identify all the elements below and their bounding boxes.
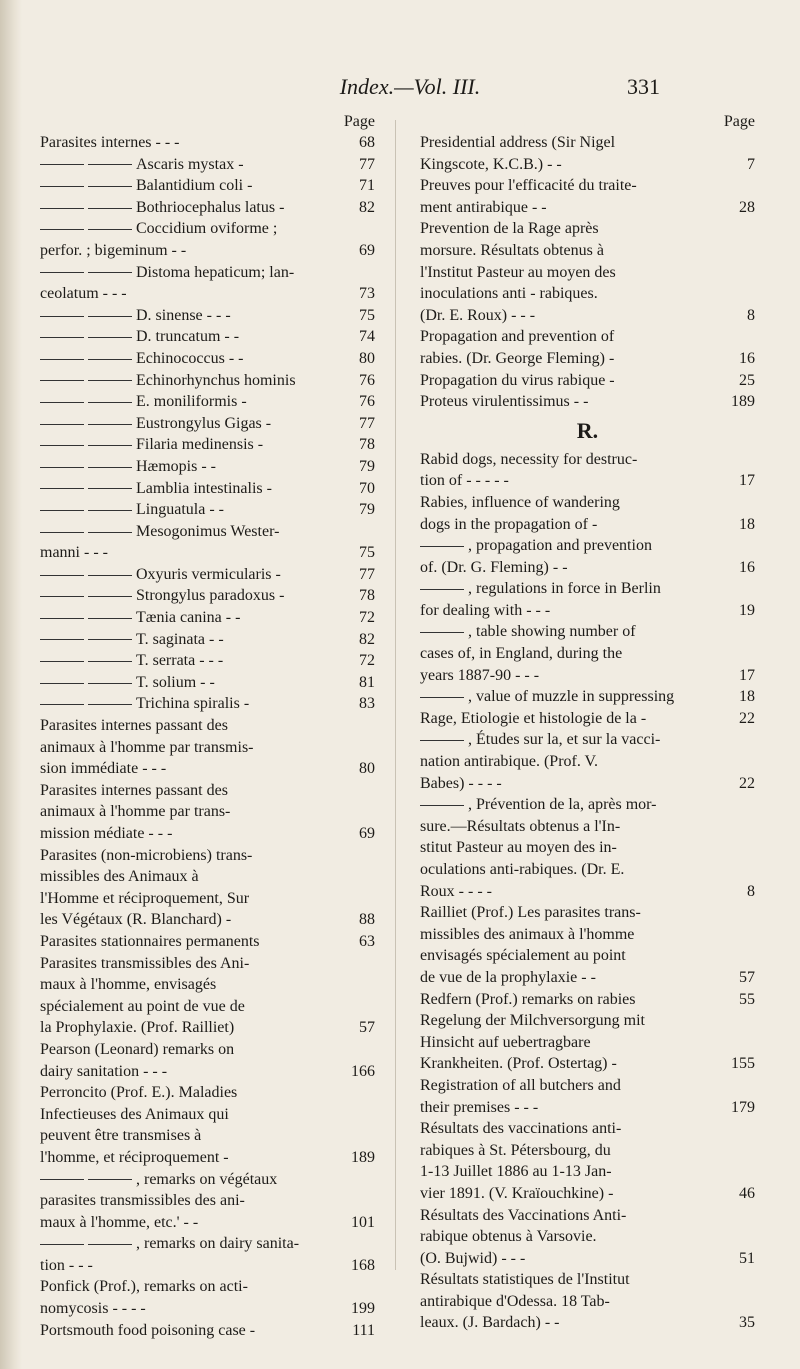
entry-text: Rage, Etiologie et histologie de la -: [420, 709, 647, 727]
entry-text: Echinococcus - -: [136, 349, 244, 367]
repeat-dash: [420, 623, 468, 640]
repeat-dash: [40, 264, 136, 281]
repeat-dash: [420, 731, 468, 748]
repeat-dash: [40, 1171, 136, 1188]
entry-text: rabique obtenus à Varsovie.: [420, 1228, 597, 1246]
entry-text: missibles des animaux à l'homme: [420, 925, 635, 943]
entry-text: Roux - - - -: [420, 882, 492, 900]
repeat-dash: [40, 480, 136, 497]
index-entry: [420, 729, 755, 794]
repeat-dash: [40, 1235, 136, 1252]
entry-page: 69: [359, 241, 375, 259]
index-entry: [420, 175, 755, 218]
entry-text: manni - - -: [40, 544, 108, 562]
entry-text: Hæmopis - -: [136, 457, 216, 475]
entry-text: maux à l'homme, etc.' - -: [40, 1213, 199, 1231]
index-entry: [420, 218, 755, 326]
column-divider: [395, 120, 396, 1270]
entry-page: 63: [359, 932, 375, 950]
entry-page: 17: [739, 666, 755, 684]
page-number: 331: [627, 74, 660, 99]
entry-text: Railliet (Prof.) Les parasites trans-: [420, 904, 641, 922]
entry-text: maux à l'homme, envisagés: [40, 976, 217, 994]
entry-page: 80: [359, 760, 375, 778]
index-entry: [40, 845, 375, 931]
entry-text: parasites transmissibles des ani-: [40, 1192, 245, 1210]
entry-page: 78: [359, 587, 375, 605]
entry-text: E. moniliformis -: [136, 393, 247, 411]
index-entry: [40, 672, 375, 694]
repeat-dash: [420, 580, 468, 597]
entry-text: oculations anti-rabiques. (Dr. E.: [420, 861, 625, 878]
entry-text: Parasites transmissibles des Ani-: [40, 954, 250, 972]
entry-page: 70: [359, 479, 375, 497]
index-entry: [40, 693, 375, 715]
entry-text: for dealing with - - -: [420, 601, 551, 619]
repeat-dash: [40, 458, 136, 475]
repeat-dash: [40, 372, 136, 389]
entry-text: T. serrata - - -: [136, 652, 224, 670]
entry-page: 76: [359, 371, 375, 389]
entry-text: D. truncatum - -: [136, 328, 240, 346]
entry-page: 83: [359, 695, 375, 713]
entry-text: Krankheiten. (Prof. Ostertag) -: [420, 1055, 617, 1073]
entry-text: , table showing number of: [468, 623, 636, 641]
index-entry: [40, 499, 375, 521]
index-entry: [40, 564, 375, 586]
entry-page: 79: [359, 457, 375, 475]
index-entry: [420, 902, 755, 988]
page-column-label: Page: [343, 113, 375, 130]
entry-text: Propagation and prevention of: [420, 328, 615, 346]
entry-text: tion of - - - - -: [420, 472, 509, 490]
entry-page: 82: [359, 198, 375, 216]
entry-text: l'Homme et réciproquement, Sur: [40, 889, 250, 907]
entry-text: nation antirabique. (Prof. V.: [420, 753, 599, 771]
entry-page: 68: [359, 134, 375, 151]
index-entry: [420, 1010, 755, 1075]
entry-text: leaux. (J. Bardach) - -: [420, 1314, 560, 1332]
repeat-dash: [40, 652, 136, 669]
entry-text: Balantidium coli -: [136, 177, 253, 195]
entry-page: 78: [359, 436, 375, 454]
entry-text: la Prophylaxie. (Prof. Railliet): [40, 1019, 235, 1037]
index-entry: [420, 391, 755, 413]
entry-text: Proteus virulentissimus - -: [420, 393, 589, 411]
repeat-dash: [420, 688, 468, 705]
entry-page: 16: [739, 558, 755, 576]
index-entry: [40, 434, 375, 456]
index-entry: [40, 1082, 375, 1168]
index-entry: [420, 794, 755, 902]
entry-page: 76: [359, 393, 375, 411]
index-entry: [40, 1320, 375, 1342]
entry-page: 101: [351, 1213, 375, 1231]
entry-page: 28: [739, 198, 755, 216]
index-entry: [420, 449, 755, 492]
entry-page: 57: [739, 968, 755, 986]
entry-text: Strongylus paradoxus -: [136, 587, 285, 605]
entry-text: Ascaris mystax -: [136, 155, 244, 173]
entry-page: 75: [359, 544, 375, 562]
entry-text: , remarks on végétaux: [136, 1170, 278, 1188]
index-entry: [40, 521, 375, 564]
entry-text: Kingscote, K.C.B.) - -: [420, 155, 562, 173]
entry-page: 82: [359, 630, 375, 648]
index-entry: [40, 953, 375, 1039]
entry-text: (O. Bujwid) - - -: [420, 1249, 526, 1267]
repeat-dash: [420, 537, 468, 554]
entry-page: 35: [739, 1314, 755, 1332]
index-entry: [40, 175, 375, 197]
entry-text: inoculations anti - rabiques.: [420, 285, 598, 303]
entry-page: 166: [351, 1062, 375, 1080]
entry-text: , regulations in force in Berlin: [468, 580, 661, 598]
entry-text: T. solium - -: [136, 673, 215, 691]
entry-text: peuvent être transmises à: [40, 1127, 202, 1145]
index-entry: [420, 1075, 755, 1118]
entry-text: Distoma hepaticum; lan-: [136, 263, 295, 281]
entry-page: 46: [739, 1184, 755, 1202]
entry-text: Eustrongylus Gigas -: [136, 414, 272, 432]
entry-text: envisagés spécialement au point: [420, 947, 626, 965]
entry-page: 155: [731, 1055, 755, 1073]
entry-text: Résultats des Vaccinations Anti-: [420, 1206, 627, 1224]
entry-page: 71: [359, 177, 375, 195]
entry-text: animaux à l'homme par transmis-: [40, 738, 254, 756]
entry-page: 179: [731, 1098, 755, 1116]
repeat-dash: [40, 436, 136, 453]
entry-text: Parasites internes - - -: [40, 134, 180, 151]
index-entry: [40, 305, 375, 327]
entry-text: les Végétaux (R. Blanchard) -: [40, 911, 232, 929]
index-entry: [40, 1276, 375, 1319]
entry-page: 77: [359, 565, 375, 583]
index-entry: [40, 348, 375, 370]
right-entries-r: [420, 449, 755, 1334]
page-header: [0, 74, 800, 104]
entry-text: stitut Pasteur au moyen des in-: [420, 839, 617, 857]
entry-text: antirabique d'Odessa. 18 Tab-: [420, 1292, 610, 1310]
index-entry: [420, 370, 755, 392]
page-column-label: Page: [723, 113, 755, 130]
repeat-dash: [40, 587, 136, 604]
index-entry: [40, 370, 375, 392]
entry-text: Babes) - - - -: [420, 774, 502, 792]
right-column: [420, 112, 755, 1334]
entry-text: de vue de la prophylaxie - -: [420, 968, 596, 986]
entry-text: Ponfick (Prof.), remarks on acti-: [40, 1278, 248, 1296]
entry-text: missibles des Animaux à: [40, 868, 199, 886]
entry-text: Rabies, influence of wandering: [420, 493, 620, 511]
entry-page: 79: [359, 501, 375, 519]
entry-text: Presidential address (Sir Nigel: [420, 134, 616, 151]
entry-text: 1-13 Juillet 1886 au 1-13 Jan-: [420, 1163, 612, 1181]
entry-text: animaux à l'homme par trans-: [40, 803, 231, 821]
entry-text: Parasites stationnaires permanents: [40, 932, 260, 950]
index-entry: [40, 585, 375, 607]
entry-text: Lamblia intestinalis -: [136, 479, 272, 497]
index-entry: [420, 1118, 755, 1204]
entry-text: Trichina spiralis -: [136, 695, 250, 713]
entry-text: Portsmouth food poisoning case -: [40, 1321, 256, 1339]
index-entry: [420, 686, 755, 708]
entry-text: Bothriocephalus latus -: [136, 198, 285, 216]
entry-text: Registration of all butchers and: [420, 1076, 621, 1094]
index-entry: [40, 456, 375, 478]
entry-page: 77: [359, 155, 375, 173]
index-entry: [40, 326, 375, 348]
repeat-dash: [40, 566, 136, 583]
index-entry: [40, 1169, 375, 1234]
entry-text: cases of, in England, during the: [420, 645, 623, 663]
entry-page: 189: [731, 393, 755, 411]
entry-page: 55: [739, 990, 755, 1008]
entry-text: perfor. ; bigeminum - -: [40, 241, 187, 259]
entry-text: ment antirabique - -: [420, 198, 547, 216]
entry-page: 80: [359, 349, 375, 367]
index-entry: [40, 132, 375, 154]
index-entry: [420, 1269, 755, 1334]
index-entry: [40, 1039, 375, 1082]
entry-page: 57: [359, 1019, 375, 1037]
entry-text: dogs in the propagation of -: [420, 515, 598, 533]
index-entry: [40, 413, 375, 435]
right-entries-p: [420, 132, 755, 413]
repeat-dash: [40, 307, 136, 324]
index-entry: [40, 1233, 375, 1276]
index-entry: [420, 132, 755, 175]
entry-page: 22: [739, 774, 755, 792]
entry-text: sion immédiate - - -: [40, 760, 167, 778]
entry-text: Regelung der Milchversorgung mit: [420, 1012, 645, 1030]
repeat-dash: [40, 631, 136, 648]
entry-text: T. saginata - -: [136, 630, 224, 648]
index-entry: [40, 715, 375, 780]
entry-page: 16: [739, 349, 755, 367]
entry-page: 69: [359, 825, 375, 842]
entry-page: 75: [359, 306, 375, 324]
repeat-dash: [40, 393, 136, 410]
left-column: [40, 112, 375, 1341]
repeat-dash: [40, 220, 136, 237]
section-letter: R.: [576, 417, 599, 443]
repeat-dash: [40, 328, 136, 345]
entry-text: vier 1891. (V. Kraïouchkine) -: [420, 1184, 614, 1202]
entry-text: l'Institut Pasteur au moyen des: [420, 263, 616, 281]
index-entry: [40, 931, 375, 953]
index-entry: [40, 391, 375, 413]
index-entry: [420, 492, 755, 535]
entry-text: Filaria medinensis -: [136, 436, 264, 454]
entry-page: 19: [739, 601, 755, 619]
entry-page: 17: [739, 472, 755, 490]
entry-page: 25: [739, 371, 755, 389]
entry-text: of. (Dr. G. Fleming) - -: [420, 558, 568, 576]
index-entry: [420, 326, 755, 369]
index-entry: [40, 197, 375, 219]
entry-text: (Dr. E. Roux) - - -: [420, 306, 536, 324]
entry-text: D. sinense - - -: [136, 306, 231, 324]
entry-page: 8: [747, 882, 755, 900]
entry-text: Propagation du virus rabique -: [420, 371, 615, 389]
repeat-dash: [40, 674, 136, 691]
entry-text: , value of muzzle in suppressing: [468, 688, 675, 706]
entry-text: Perroncito (Prof. E.). Maladies: [40, 1084, 238, 1102]
entry-page: 72: [359, 609, 375, 627]
entry-text: Prevention de la Rage après: [420, 220, 599, 238]
entry-text: Tænia canina - -: [136, 609, 241, 627]
entry-text: ceolatum - - -: [40, 285, 127, 303]
repeat-dash: [40, 695, 136, 712]
index-entry: [40, 478, 375, 500]
entry-text: Infectieuses des Animaux qui: [40, 1105, 229, 1123]
entry-text: their premises - - -: [420, 1098, 539, 1116]
entry-text: morsure. Résultats obtenus à: [420, 241, 604, 259]
index-entry: [40, 650, 375, 672]
entry-text: Mesogonimus Wester-: [136, 522, 280, 540]
repeat-dash: [40, 199, 136, 216]
entry-text: , Études sur la, et sur la vacci-: [468, 731, 661, 749]
entry-text: rabiques à St. Pétersbourg, du: [420, 1141, 611, 1159]
entry-text: Echinorhynchus hominis: [136, 371, 296, 389]
repeat-dash: [40, 350, 136, 367]
index-entry: [420, 989, 755, 1011]
entry-text: , Prévention de la, après mor-: [468, 796, 657, 814]
index-entry: [40, 262, 375, 305]
entry-text: tion - - -: [40, 1256, 93, 1274]
entry-text: rabies. (Dr. George Fleming) -: [420, 349, 615, 367]
index-entry: [420, 578, 755, 621]
entry-page: 168: [351, 1256, 375, 1274]
entry-text: Preuves pour l'efficacité du traite-: [420, 177, 637, 195]
entry-text: spécialement au point de vue de: [40, 997, 245, 1015]
index-entry: [40, 780, 375, 845]
entry-page: 189: [351, 1148, 375, 1166]
entry-text: Hinsicht auf uebertragbare: [420, 1033, 591, 1051]
entry-page: 8: [747, 306, 755, 324]
entry-page: 7: [747, 155, 755, 173]
entry-text: , propagation and prevention: [468, 537, 652, 555]
repeat-dash: [420, 796, 468, 813]
entry-page: 22: [739, 709, 755, 727]
entry-text: Résultats des vaccinations anti-: [420, 1120, 622, 1138]
repeat-dash: [40, 156, 136, 173]
entry-text: Oxyuris vermicularis -: [136, 565, 281, 583]
entry-text: l'homme, et réciproquement -: [40, 1148, 229, 1166]
entry-text: , remarks on dairy sanita-: [136, 1235, 300, 1253]
repeat-dash: [40, 501, 136, 518]
book-binding-shadow: [0, 0, 22, 1369]
entry-text: Redfern (Prof.) remarks on rabies: [420, 990, 636, 1008]
entry-page: 88: [359, 911, 375, 929]
entry-page: 18: [739, 515, 755, 533]
entry-page: 77: [359, 414, 375, 432]
entry-page: 111: [352, 1321, 375, 1339]
index-entry: [40, 218, 375, 261]
index-entry: [420, 708, 755, 730]
entry-text: Parasites internes passant des: [40, 781, 228, 799]
entry-text: sure.—Résultats obtenus a l'In-: [420, 817, 621, 835]
entry-text: Pearson (Leonard) remarks on: [40, 1040, 235, 1058]
entry-page: 199: [351, 1300, 375, 1318]
entry-text: Linguatula - -: [136, 501, 224, 519]
entry-text: Rabid dogs, necessity for destruc-: [420, 450, 638, 468]
entry-text: Parasites internes passant des: [40, 717, 228, 735]
repeat-dash: [40, 523, 136, 540]
index-entry: [420, 535, 755, 578]
entry-page: 73: [359, 285, 375, 303]
entry-page: 72: [359, 652, 375, 670]
entry-text: years 1887-90 - - -: [420, 666, 540, 684]
entry-page: 51: [739, 1249, 755, 1267]
entry-page: 81: [359, 673, 375, 691]
entry-text: nomycosis - - - -: [40, 1300, 146, 1318]
entry-text: Coccidium oviforme ;: [136, 220, 278, 238]
entry-page: 74: [359, 328, 375, 346]
left-entries: [40, 132, 375, 1341]
repeat-dash: [40, 177, 136, 194]
index-entry: [40, 629, 375, 651]
entry-text: dairy sanitation - - -: [40, 1062, 168, 1080]
repeat-dash: [40, 415, 136, 432]
entry-page: 18: [739, 688, 755, 706]
index-entry: [420, 1205, 755, 1270]
entry-text: Parasites (non-microbiens) trans-: [40, 846, 253, 864]
repeat-dash: [40, 609, 136, 626]
index-entry: [420, 621, 755, 686]
entry-text: mission médiate - - -: [40, 825, 173, 842]
entry-text: Résultats statistiques de l'Institut: [420, 1271, 630, 1289]
running-title: Index.—Vol. III.: [339, 74, 481, 99]
index-entry: [40, 154, 375, 176]
index-entry: [40, 607, 375, 629]
